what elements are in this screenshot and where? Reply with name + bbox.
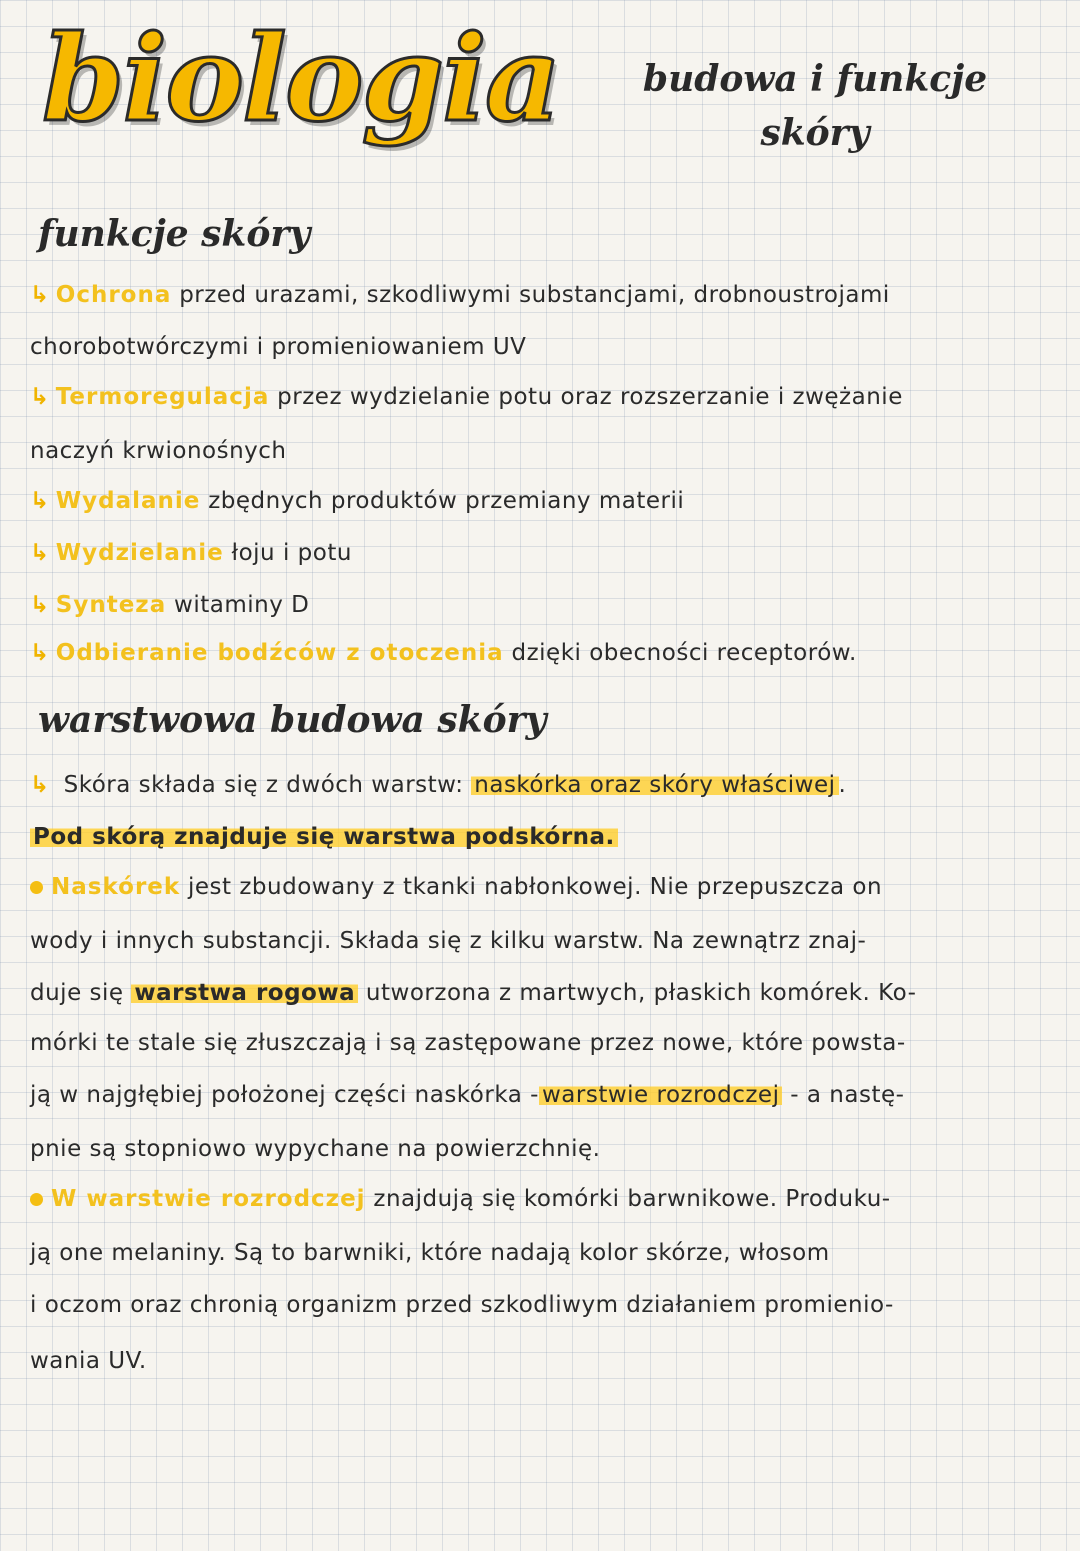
text: - a nastę- (782, 1082, 905, 1108)
text: jest zbudowany z tkanki nabłonkowej. Nie przepuszcza on (180, 874, 883, 900)
page-title: biologia (42, 9, 560, 148)
paragraph-line (30, 1028, 1040, 1058)
term: Synteza (55, 592, 167, 618)
list-item-continuation (30, 332, 1040, 362)
list-item (30, 486, 1040, 516)
text: wania UV. (30, 1348, 147, 1374)
arrow-icon: ↳ (30, 592, 50, 618)
paragraph-line (30, 1134, 1040, 1164)
text: ją w najgłębiej położonej części naskórka - (30, 1082, 539, 1108)
text: ją one melaniny. Są to barwniki, które nadają kolor skórze, włosom (30, 1240, 830, 1266)
term: Odbieranie bodźców z otoczenia (55, 640, 504, 666)
highlighted-text: warstwie rozrodczej (539, 1082, 783, 1108)
page-subtitle: budowa i funkcje skóry (642, 58, 988, 154)
highlighted-text: warstwa rogowa (131, 980, 358, 1006)
paragraph-line (30, 1290, 1040, 1320)
item-text: naczyń krwionośnych (30, 438, 287, 464)
list-item (30, 280, 1040, 310)
paragraph-line (30, 1080, 1040, 1110)
text: duje się (30, 980, 132, 1006)
list-item (30, 638, 1040, 668)
item-text: przed urazami, szkodliwymi substancjami, drobnoustrojami (171, 282, 890, 308)
list-item (30, 382, 1040, 412)
arrow-icon: ↳ (30, 384, 50, 410)
item-text: przez wydzielanie potu oraz rozszerzanie i zwężanie (269, 384, 903, 410)
item-text: dzięki obecności receptorów. (503, 640, 857, 666)
text: i oczom oraz chronią organizm przed szkodliwym działaniem promienio- (30, 1292, 894, 1318)
paragraph-line (30, 926, 1040, 956)
bullet-icon (30, 1193, 43, 1206)
term: Wydzielanie (55, 540, 224, 566)
term: Termoregulacja (55, 384, 270, 410)
paragraph-line (30, 872, 1040, 902)
text: utworzona z martwych, płaskich komórek. Ko- (358, 980, 917, 1006)
term: Wydalanie (55, 488, 201, 514)
paragraph-line (30, 822, 1040, 852)
list-item (30, 590, 1040, 620)
text: pnie są stopniowo wypychane na powierzchnię. (30, 1136, 601, 1162)
section-heading-structure: warstwowa budowa skóry (38, 699, 547, 741)
arrow-icon: ↳ (30, 772, 50, 798)
section-heading-functions: funkcje skóry (38, 213, 311, 255)
paragraph-line (30, 1346, 1040, 1376)
text: . (838, 772, 847, 798)
bullet-icon (30, 881, 43, 894)
text: mórki te stale się złuszczają i są zastępowane przez nowe, które powsta- (30, 1030, 906, 1056)
list-item-continuation (30, 436, 1040, 466)
term: Naskórek (51, 874, 181, 900)
item-text: chorobotwórczymi i promieniowaniem UV (30, 334, 527, 360)
highlighted-text: Pod skórą znajduje się warstwa podskórna. (30, 824, 618, 850)
paragraph-line (30, 1238, 1040, 1268)
paragraph-line (30, 1184, 1040, 1214)
term: W warstwie rozrodczej (51, 1186, 366, 1212)
highlighted-text: naskórka oraz skóry właściwej (471, 772, 838, 798)
item-text: łoju i potu (223, 540, 352, 566)
item-text: zbędnych produktów przemiany materii (200, 488, 685, 514)
text: wody i innych substancji. Składa się z kilku warstw. Na zewnątrz znaj- (30, 928, 867, 954)
arrow-icon: ↳ (30, 540, 50, 566)
item-text: witaminy D (166, 592, 310, 618)
arrow-icon: ↳ (30, 640, 50, 666)
arrow-icon: ↳ (30, 282, 50, 308)
paragraph-line (30, 978, 1040, 1008)
text: znajdują się komórki barwnikowe. Produku- (365, 1186, 891, 1212)
text: Skóra składa się z dwóch warstw: (55, 772, 472, 798)
arrow-icon: ↳ (30, 488, 50, 514)
list-item (30, 538, 1040, 568)
term: Ochrona (55, 282, 172, 308)
paragraph-line (30, 770, 1040, 800)
